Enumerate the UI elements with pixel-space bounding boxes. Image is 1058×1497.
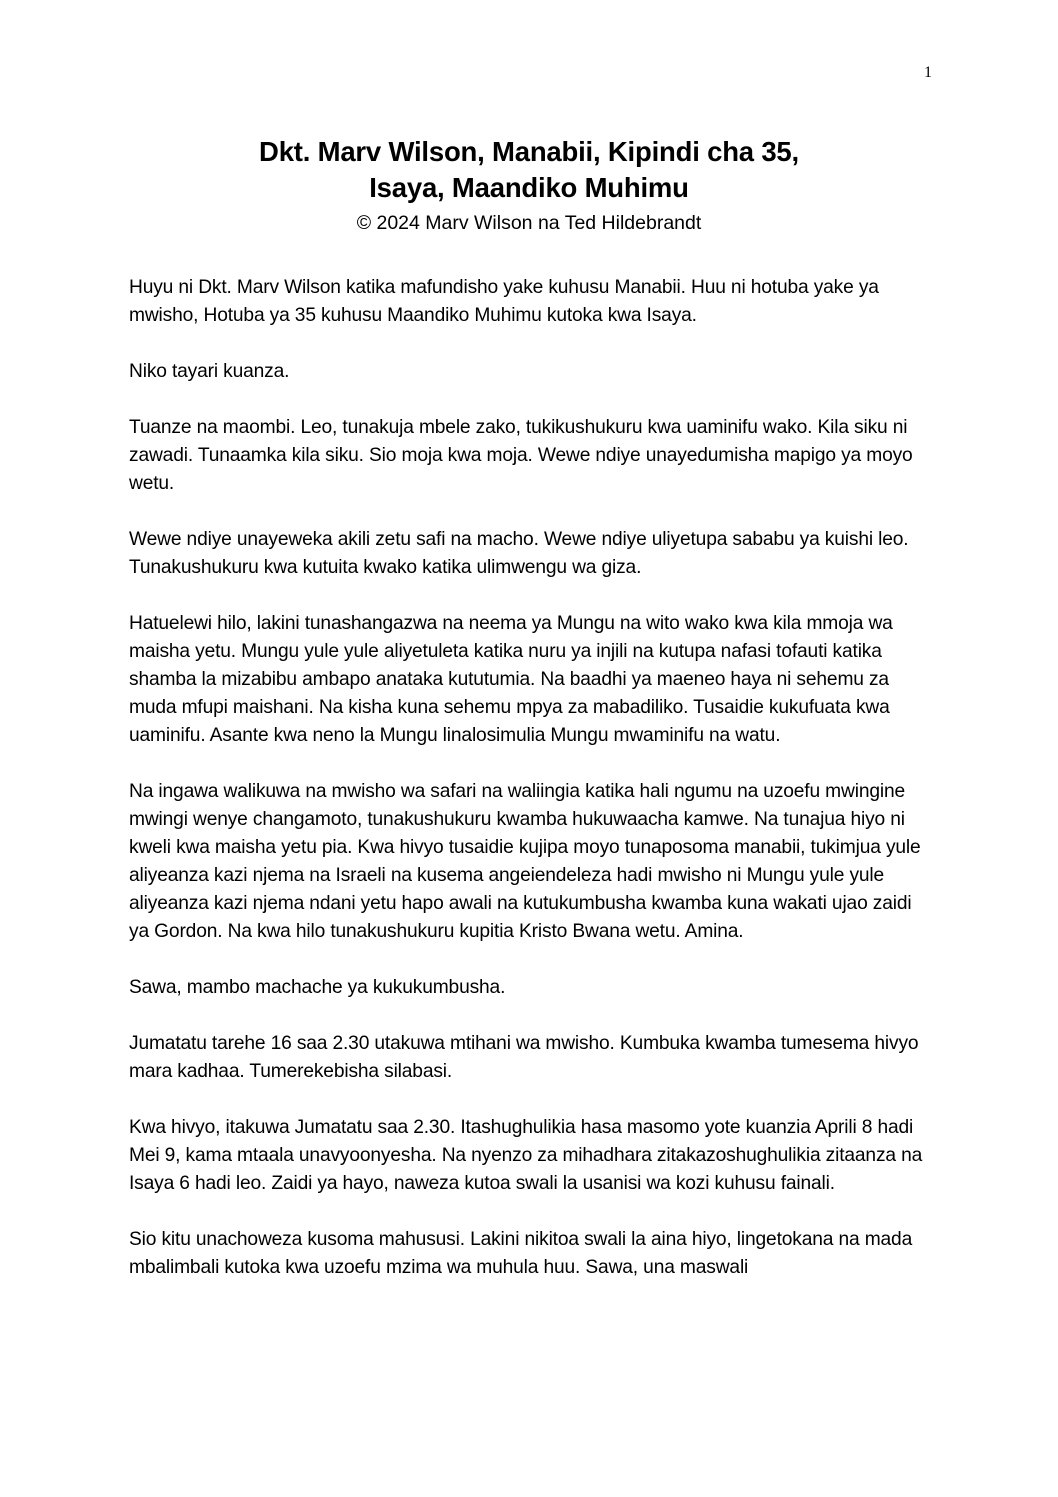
paragraph-ready: Niko tayari kuanza. [129, 361, 290, 382]
page-title-line-2: Isaya, Maandiko Muhimu [369, 172, 689, 203]
document-header [128, 134, 930, 236]
paragraph-prayer-closing: Na ingawa walikuwa na mwisho wa safari na waliingia katika hali ngumu na uzoefu mwingine mwingi wenye changamoto, tunakushukuru kwamba hukuwaacha kamwe. Na tunajua hiyo ni kweli kwa maisha yetu pia. Kwa hivyo tusaidie kujipa moyo tunaposoma manabii, tukimjua yule aliyeanza kazi njema na Israeli na kusema angeiendeleza hadi mwisho ni Mungu yule yule aliyeanza kazi njema ndani yetu hapo awali na kutukumbusha kwamba kuna wakati ujao zaidi ya Gordon. Na kwa hilo tunakushukuru kupitia Kristo Bwana wetu. Amina. [129, 781, 921, 942]
paragraph-prayer-minds: Wewe ndiye unayeweka akili zetu safi na macho. Wewe ndiye uliyetupa sababu ya kuishi leo. Tunakushukuru kwa kutuita kwako katika ulimwengu wa giza. [129, 529, 909, 578]
paragraph-synthesis-question: Sio kitu unachoweza kusoma mahususi. Lakini nikitoa swali la aina hiyo, lingetokana na mada mbalimbali kutoka kwa uzoefu mzima wa muhula huu. Sawa, una maswali [129, 1229, 913, 1278]
paragraph-exam-coverage: Kwa hivyo, itakuwa Jumatatu saa 2.30. Itashughulikia hasa masomo yote kuanzia Aprili 8 hadi Mei 9, kama mtaala unavyoonyesha. Na nyenzo za mihadhara zitakazoshughulikia zitaanza na Isaya 6 hadi leo. Zaidi ya hayo, naweza kutoa swali la usanisi wa kozi kuhusu fainali. [129, 1117, 923, 1194]
document-body [129, 274, 931, 1310]
paragraph-final-exam: Jumatatu tarehe 16 saa 2.30 utakuwa mtihani wa mwisho. Kumbuka kwamba tumesema hivyo mara kadhaa. Tumerekebisha silabasi. [129, 1033, 919, 1082]
paragraph-reminders: Sawa, mambo machache ya kukukumbusha. [129, 977, 506, 998]
paragraph-prayer-grace: Hatuelewi hilo, lakini tunashangazwa na neema ya Mungu na wito wako kwa kila mmoja wa maisha yetu. Mungu yule yule aliyetuleta katika nuru ya injili na kutupa nafasi tofauti katika shamba la mizabibu ambapo anataka kututumia. Na baadhi ya maeneo haya ni sehemu za muda mfupi maishani. Na kisha kuna sehemu mpya za mabadiliko. Tusaidie kukufuata kwa uaminifu. Asante kwa neno la Mungu linalosimulia Mungu mwaminifu na watu. [129, 613, 893, 746]
paragraph-prayer-opening: Tuanze na maombi. Leo, tunakuja mbele zako, tukikushukuru kwa uaminifu wako. Kila siku ni zawadi. Tunaamka kila siku. Sio moja kwa moja. Wewe ndiye unayedumisha mapigo ya moyo wetu. [129, 417, 913, 494]
paragraph-intro: Huyu ni Dkt. Marv Wilson katika mafundisho yake kuhusu Manabii. Huu ni hotuba yake ya mwisho, Hotuba ya 35 kuhusu Maandiko Muhimu kutoka kwa Isaya. [129, 277, 879, 326]
copyright-notice: © 2024 Marv Wilson na Ted Hildebrandt [356, 212, 702, 234]
page-title-line-1: Dkt. Marv Wilson, Manabii, Kipindi cha 35, [259, 136, 799, 167]
page-number: 1 [924, 64, 932, 81]
